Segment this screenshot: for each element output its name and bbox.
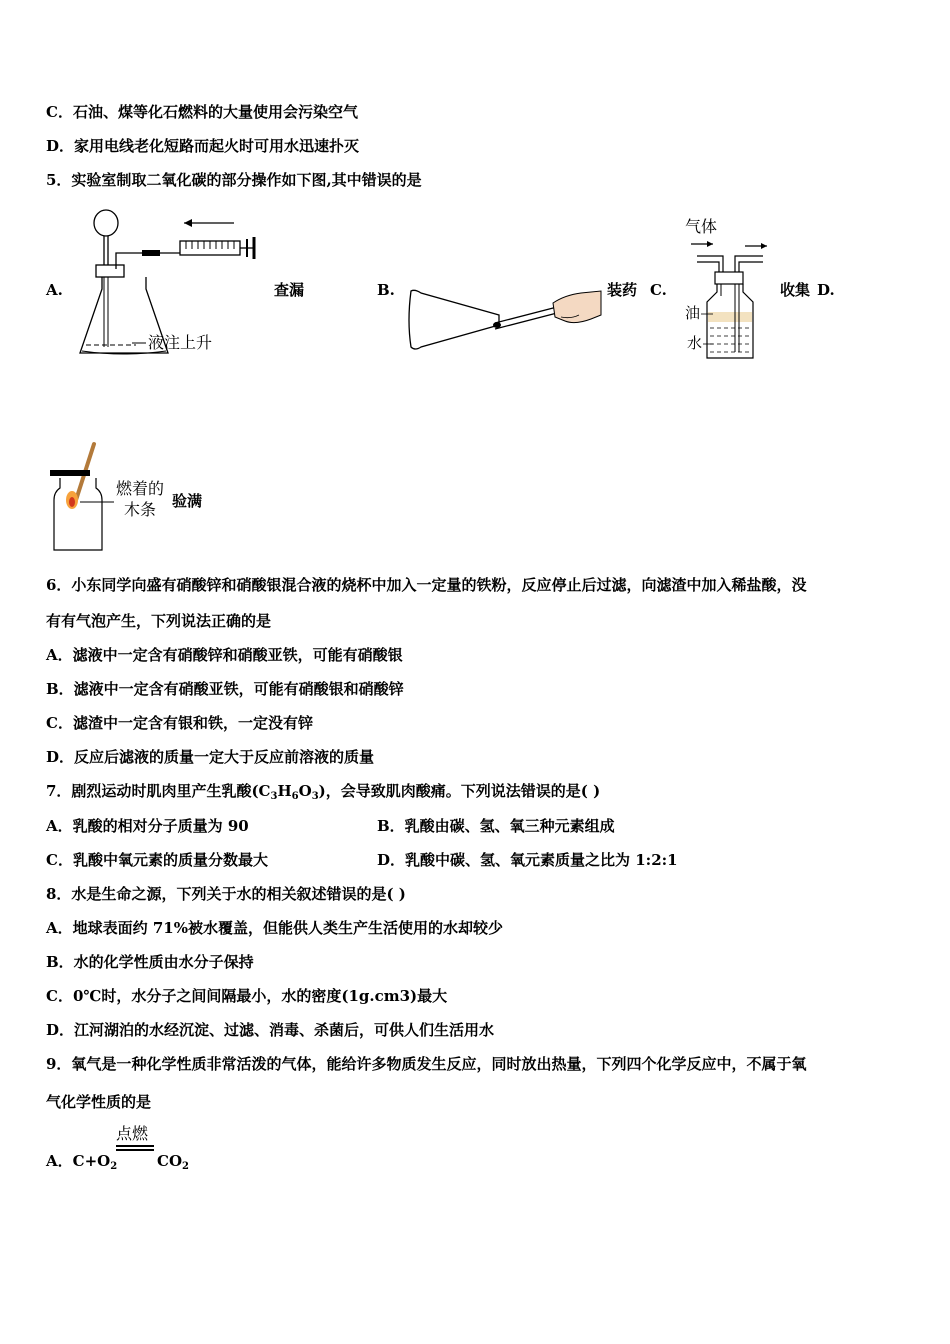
q4-option-d: D．家用电线老化短路而起火时可用水迅速扑灭 bbox=[46, 137, 360, 155]
q7-option-b: B．乳酸由碳、氢、氧三种元素组成 bbox=[377, 817, 615, 835]
q9-option-a-reactants: A．$C+O_2$ bbox=[46, 1152, 118, 1172]
q4-option-c: C．石油、煤等化石燃料的大量使用会污染空气 bbox=[46, 103, 358, 121]
q5-figure-a-leak-check bbox=[72, 205, 277, 360]
q8-option-b: B．水的化学性质由水分子保持 bbox=[46, 953, 254, 971]
q8-option-c: C．0℃时，水分子之间间隔最小，水的密度(1g.cm3)最大 bbox=[46, 987, 448, 1005]
q5-option-a-letter: A. bbox=[46, 281, 63, 299]
q5-figure-c-water-label: 水 bbox=[687, 334, 703, 352]
q5-option-c-letter: C. bbox=[650, 281, 667, 299]
q9-equals-line-bottom bbox=[116, 1149, 154, 1151]
q6-stem-line-2: 有有气泡产生，下列说法正确的是 bbox=[46, 612, 272, 630]
q8-option-d: D．江河湖泊的水经沉淀、过滤、消毒、杀菌后，可供人们生活用水 bbox=[46, 1021, 495, 1039]
q5-figure-c-gas-label: 气体 bbox=[685, 217, 718, 236]
q6-stem-line-1: 6．小东同学向盛有硝酸锌和硝酸银混合液的烧杯中加入一定量的铁粉，反应停止后过滤，向滤渣中加入稀盐酸，没 bbox=[46, 576, 807, 594]
q5-stem: 5．实验室制取二氧化碳的部分操作如下图,其中错误的是 bbox=[46, 171, 422, 189]
q5-option-d-label: 验满 bbox=[172, 492, 203, 510]
q5-figure-a-label: 液注上升 bbox=[148, 333, 213, 352]
q9-stem-line-1: 9．氧气是一种化学性质非常活泼的气体，能给许多物质发生反应，同时放出热量，下列四个化学反应中，不属于氧 bbox=[46, 1055, 807, 1073]
q5-figure-d-label-2: 木条 bbox=[124, 500, 157, 519]
q6-option-b: B．滤液中一定含有硝酸亚铁，可能有硝酸银和硝酸锌 bbox=[46, 680, 404, 698]
q9-stem-line-2: 气化学性质的是 bbox=[46, 1093, 152, 1111]
q9-equals-line-top bbox=[116, 1145, 154, 1147]
q7-option-c: C．乳酸中氧元素的质量分数最大 bbox=[46, 851, 268, 869]
q5-option-b-label: 装药 bbox=[607, 281, 638, 299]
q5-option-d-letter: D. bbox=[817, 281, 835, 299]
q5-figure-b-loading bbox=[405, 285, 605, 357]
q6-option-d: D．反应后滤液的质量一定大于反应前溶液的质量 bbox=[46, 748, 375, 766]
q6-option-a: A．滤液中一定含有硝酸锌和硝酸亚铁，可能有硝酸银 bbox=[46, 646, 403, 664]
q5-option-a-label: 查漏 bbox=[274, 281, 305, 299]
q8-option-a: A．地球表面约 71%被水覆盖，但能供人类生产生活使用的水却较少 bbox=[46, 919, 503, 937]
q5-option-b-letter: B. bbox=[377, 281, 395, 299]
q5-figure-d-full-check bbox=[46, 440, 176, 555]
q5-figure-d-label-1: 燃着的 bbox=[116, 479, 165, 498]
q5-option-c-label: 收集 bbox=[780, 281, 811, 299]
q7-option-d: D．乳酸中碳、氢、氧元素质量之比为 1:2:1 bbox=[377, 851, 678, 869]
q7-stem: 7．剧烈运动时肌肉里产生乳酸$(C_3H_6O_3)$，会导致肌肉酸痛。下列说法错误的是( ) bbox=[46, 782, 601, 802]
q5-figure-c-oil-label: 油 bbox=[685, 304, 701, 322]
q9-option-a-product: $CO_2$ bbox=[157, 1152, 189, 1172]
q6-option-c: C．滤渣中一定含有银和铁，一定没有锌 bbox=[46, 714, 313, 732]
q5-figure-c-collection bbox=[683, 212, 775, 362]
q9-reaction-condition: 点燃 bbox=[116, 1124, 149, 1143]
q7-option-a: A．乳酸的相对分子质量为 90 bbox=[46, 817, 249, 835]
q8-stem: 8．水是生命之源，下列关于水的相关叙述错误的是( ) bbox=[46, 885, 406, 903]
